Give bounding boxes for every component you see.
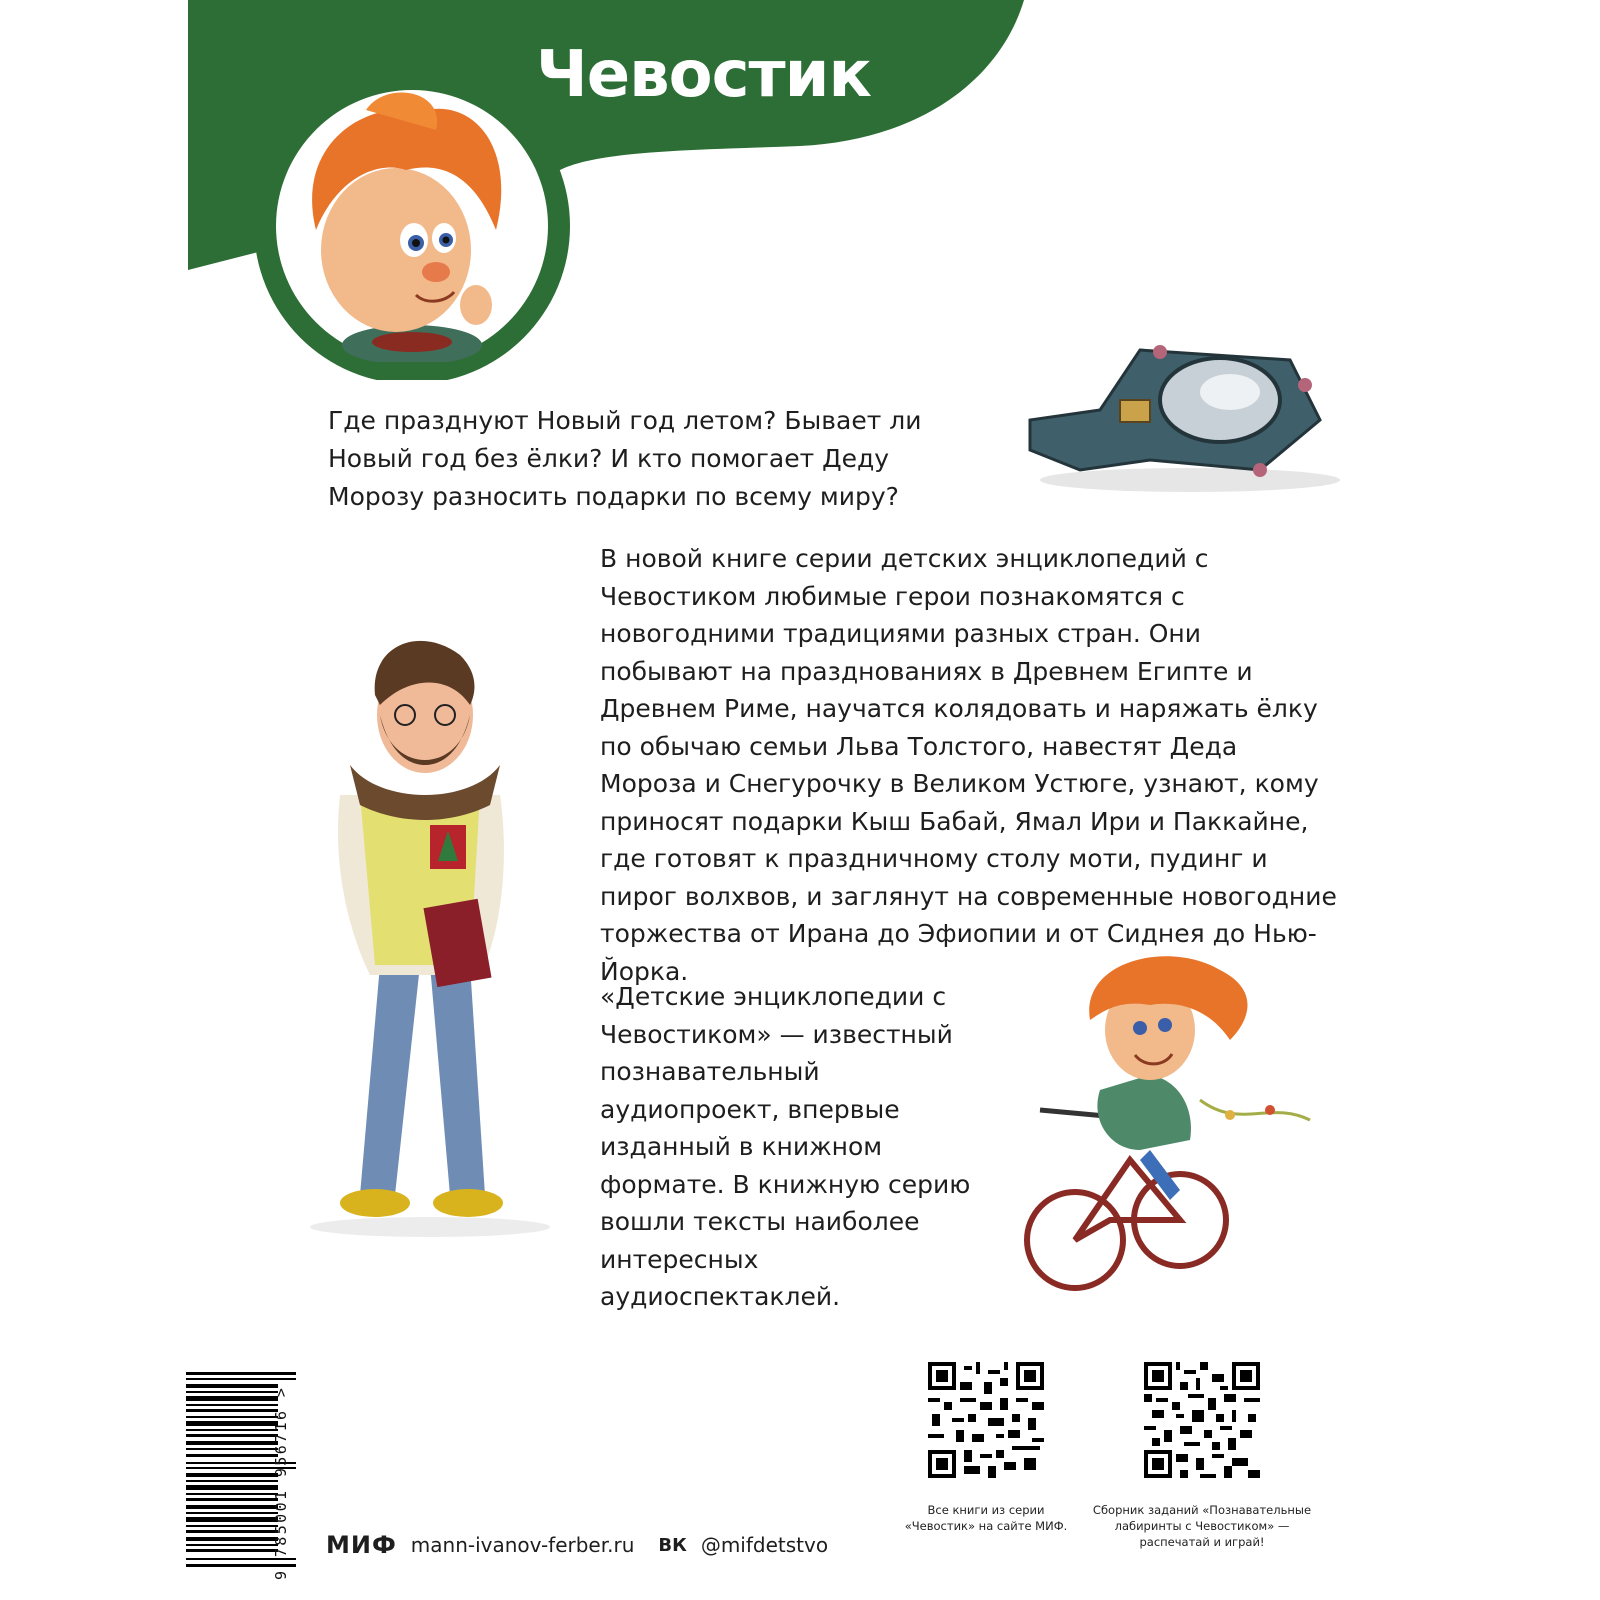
professor-character-illustration bbox=[300, 635, 560, 1245]
qr-code-series[interactable] bbox=[928, 1362, 1044, 1478]
qr-labyrinths-caption: Сборник заданий «Познавательные лабиринты с Чевостиком» — распечатай и играй! bbox=[1092, 1503, 1312, 1549]
chevostik-bicycle-illustration bbox=[1020, 950, 1340, 1340]
chevostik-portrait-illustration bbox=[276, 90, 548, 362]
book-description: В новой книге серии детских энциклопедий с Чевостиком любимые герои познакомятся с новогодними традициями разных стран. Они побывают на празднованиях в Древнем Египте и Древнем Риме, научатся колядовать и наряжать ёлку по обычаю семьи Льва Толстого, навестят Деда Мороза и Снегурочку в Великом Устюге, узнают, кому приносят подарки Кыш Бабай, Ямал Ири и Паккайне, где готовят к праздничному столу моти, пудинг и пирог волхвов, и заглянут на современные новогодние торжества от Ирана до Эфиопии и от Сиднея до Нью-Йорка. bbox=[600, 544, 1337, 986]
publisher-footer bbox=[326, 1530, 828, 1560]
vk-icon: ВК bbox=[658, 1534, 687, 1556]
publisher-logo: МИФ bbox=[326, 1531, 397, 1559]
intro-questions: Где празднуют Новый год летом? Бывает ли Новый год без ёлки? И кто помогает Деду Морозу разносить подарки по всему миру? bbox=[328, 406, 922, 511]
barcode-digits: 9 785001 956716 > bbox=[272, 1385, 290, 1580]
series-title: Чевостик bbox=[536, 38, 871, 112]
qr-code-labyrinths[interactable] bbox=[1144, 1362, 1260, 1478]
time-machine-device-illustration bbox=[1020, 330, 1340, 500]
qr-series-caption: Все книги из серии «Чевостик» на сайте МИФ. bbox=[904, 1503, 1068, 1533]
social-handle[interactable]: @mifdetstvo bbox=[700, 1533, 829, 1557]
series-about: «Детские энциклопедии с Чевостиком» — известный познавательный аудиопроект, впервые изданный в книжном формате. В книжную серию вошли тексты наиболее интересных аудиоспектаклей. bbox=[600, 982, 971, 1311]
publisher-website[interactable]: mann-ivanov-ferber.ru bbox=[410, 1533, 635, 1557]
